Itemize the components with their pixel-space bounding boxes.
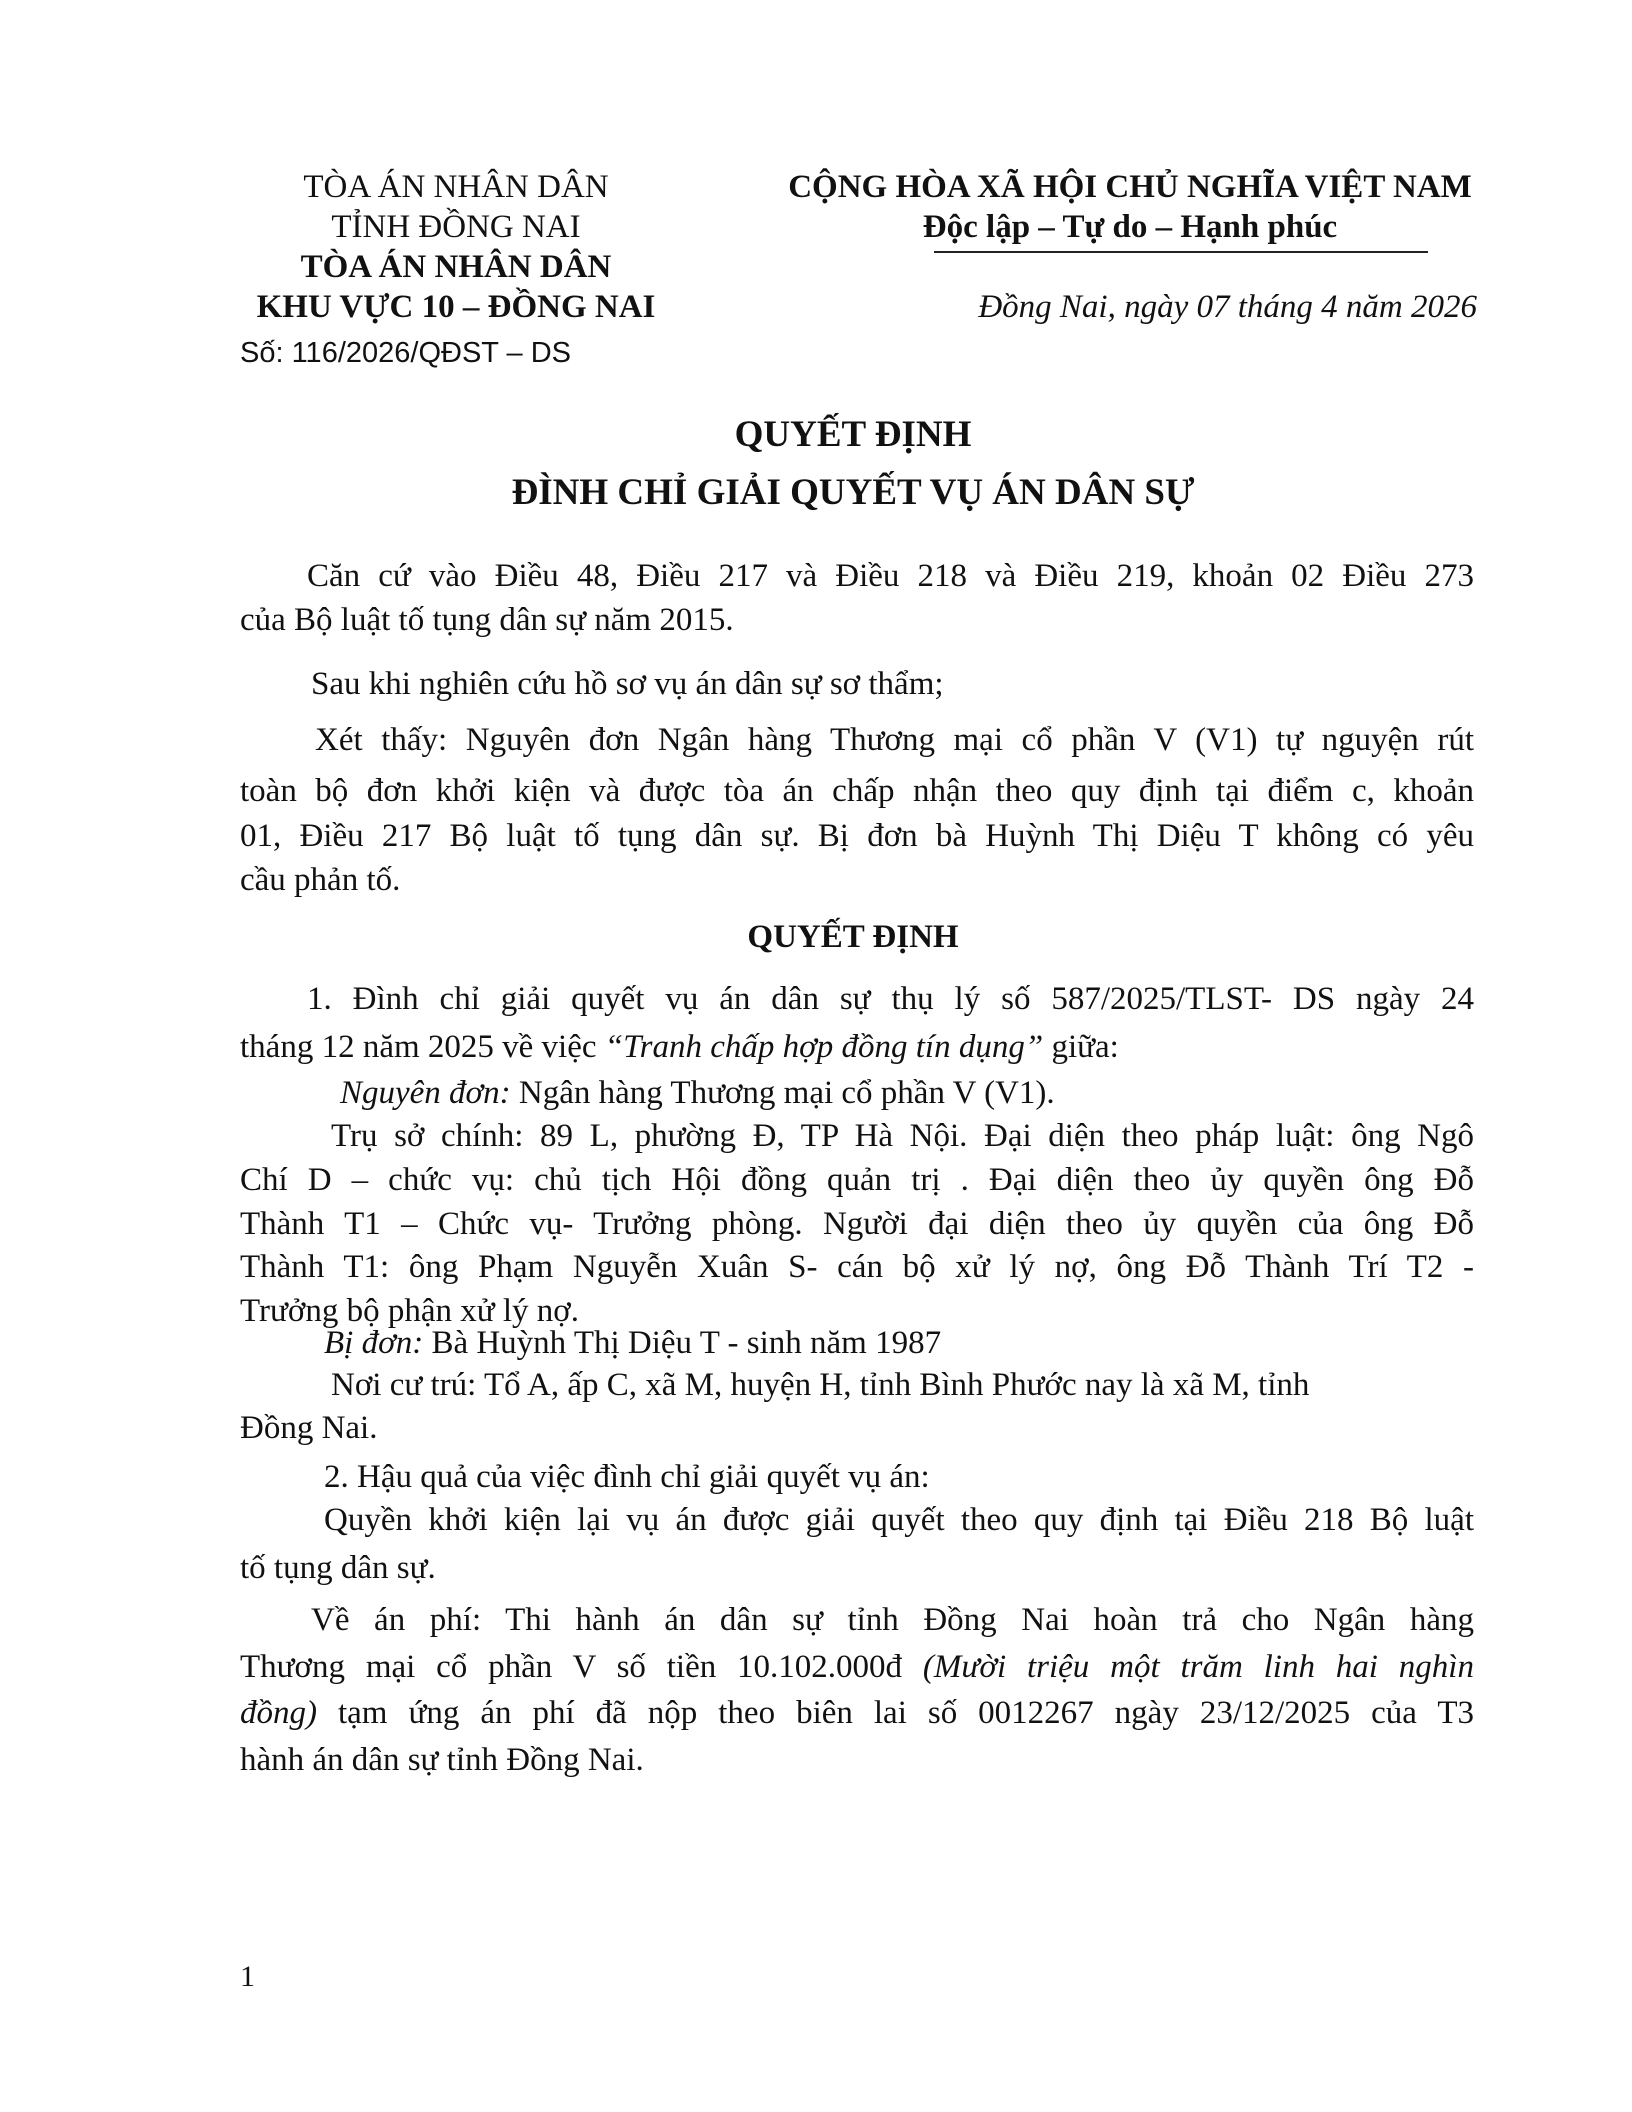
body-line [240, 600, 734, 640]
body-line [240, 1740, 644, 1780]
text-segment: tạm ứng án phí đã nộp theo biên lai số 0012267 ngày 23/12/2025 của T3 [317, 1695, 1474, 1731]
body-line [311, 1600, 1474, 1640]
text-segment: Thành T1: ông Phạm Nguyễn Xuân S- cán bộ xử lý nợ, ông Đỗ Thành Trí T2 - [240, 1249, 1474, 1285]
page-number: 1 [240, 1960, 255, 1993]
decision-number: Số: 116/2026/QĐST – DS [240, 337, 572, 369]
text-segment: Về án phí: Thi hành án dân sự tỉnh Đồng Nai hoàn trả cho Ngân hàng [311, 1602, 1474, 1638]
italic-text: đồng) [240, 1695, 317, 1731]
text-segment: Chí D – chức vụ: chủ tịch Hội đồng quản trị . Đại diện theo ủy quyền ông Đỗ [240, 1162, 1474, 1198]
motto-underline [934, 251, 1428, 253]
italic-text: Bị đơn: [324, 1325, 424, 1361]
court-name-line: TÒA ÁN NHÂN DÂN [303, 169, 609, 205]
text-segment: 1. Đình chỉ giải quyết vụ án dân sự thụ lý số 587/2025/TLST- DS ngày 24 [307, 981, 1474, 1017]
body-line [240, 1408, 377, 1448]
body-line [240, 1160, 1474, 1200]
body-line [315, 720, 1474, 760]
section-heading: QUYẾT ĐỊNH [747, 919, 959, 955]
text-segment: Nơi cư trú: Tổ A, ấp C, xã M, huyện H, tỉnh Bình Phước nay là xã M, tỉnh [331, 1367, 1310, 1403]
text-segment: Quyền khởi kiện lại vụ án được giải quyết theo quy định tại Điều 218 Bộ luật [324, 1502, 1474, 1538]
text-segment: Ngân hàng Thương mại cổ phần V (V1). [510, 1075, 1055, 1111]
body-line [331, 1116, 1474, 1156]
court-province: TỈNH ĐỒNG NAI [331, 209, 581, 245]
text-segment: Trụ sở chính: 89 L, phường Đ, TP Hà Nội. Đại diện theo pháp luật: ông Ngô [331, 1118, 1474, 1154]
body-line [307, 979, 1474, 1019]
text-segment: Xét thấy: Nguyên đơn Ngân hàng Thương mại cổ phần V (V1) tự nguyện rút [315, 722, 1474, 758]
text-segment: Sau khi nghiên cứu hồ sơ vụ án dân sự sơ thẩm; [311, 666, 944, 702]
body-line [331, 1365, 1309, 1405]
text-segment: Thương mại cổ phần V số tiền 10.102.000đ [240, 1649, 923, 1685]
body-line [307, 556, 1474, 596]
italic-text: “Tranh chấp hợp đồng tín dụng” [604, 1029, 1044, 1065]
national-motto: Độc lập – Tự do – Hạnh phúc [922, 209, 1338, 245]
court-name-bold: TÒA ÁN NHÂN DÂN [300, 249, 612, 285]
body-line [240, 1548, 436, 1588]
text-segment: cầu phản tố. [240, 862, 401, 898]
text-segment: Thành T1 – Chức vụ- Trưởng phòng. Người đại diện theo ủy quyền của ông Đỗ [240, 1206, 1474, 1242]
text-segment: Trưởng bộ phận xử lý nợ. [240, 1293, 579, 1329]
italic-text: Nguyên đơn: [340, 1075, 511, 1111]
text-segment: tháng 12 năm 2025 về việc [240, 1029, 605, 1065]
document-date: Đồng Nai, ngày 07 tháng 4 năm 2026 [978, 289, 1477, 325]
body-line [240, 1647, 1474, 1687]
text-segment: tố tụng dân sự. [240, 1550, 436, 1586]
document-subtitle: ĐÌNH CHỈ GIẢI QUYẾT VỤ ÁN DÂN SỰ [511, 472, 1195, 513]
text-segment: toàn bộ đơn khởi kiện và được tòa án chấp nhận theo quy định tại điểm c, khoản [240, 773, 1474, 809]
body-line [240, 816, 1474, 856]
text-segment: của Bộ luật tố tụng dân sự năm 2015. [240, 602, 734, 638]
body-line [340, 1073, 1055, 1113]
body-line [240, 1693, 1474, 1733]
national-title: CỘNG HÒA XÃ HỘI CHỦ NGHĨA VIỆT NAM [788, 169, 1472, 205]
body-line [240, 1247, 1474, 1287]
body-line [240, 860, 400, 900]
court-region: KHU VỰC 10 – ĐỒNG NAI [256, 289, 656, 325]
italic-text: (Mười triệu một trăm linh hai nghìn [922, 1649, 1474, 1685]
body-line [311, 664, 944, 704]
body-line [240, 1204, 1474, 1244]
text-segment: Căn cứ vào Điều 48, Điều 217 và Điều 218 và Điều 219, khoản 02 Điều 273 [307, 558, 1474, 594]
text-segment: Đồng Nai. [240, 1410, 378, 1446]
body-line [240, 1027, 1119, 1067]
text-segment: 2. Hậu quả của việc đình chỉ giải quyết vụ án: [324, 1459, 930, 1495]
body-line [324, 1323, 941, 1363]
body-line [240, 771, 1474, 811]
body-line [324, 1500, 1474, 1540]
text-segment: 01, Điều 217 Bộ luật tố tụng dân sự. Bị đơn bà Huỳnh Thị Diệu T không có yêu [240, 818, 1474, 854]
text-segment: hành án dân sự tỉnh Đồng Nai. [240, 1742, 644, 1778]
body-line [324, 1457, 930, 1497]
text-segment: Bà Huỳnh Thị Diệu T - sinh năm 1987 [423, 1325, 942, 1361]
document-title: QUYẾT ĐỊNH [734, 414, 972, 455]
text-segment: giữa: [1043, 1029, 1119, 1065]
